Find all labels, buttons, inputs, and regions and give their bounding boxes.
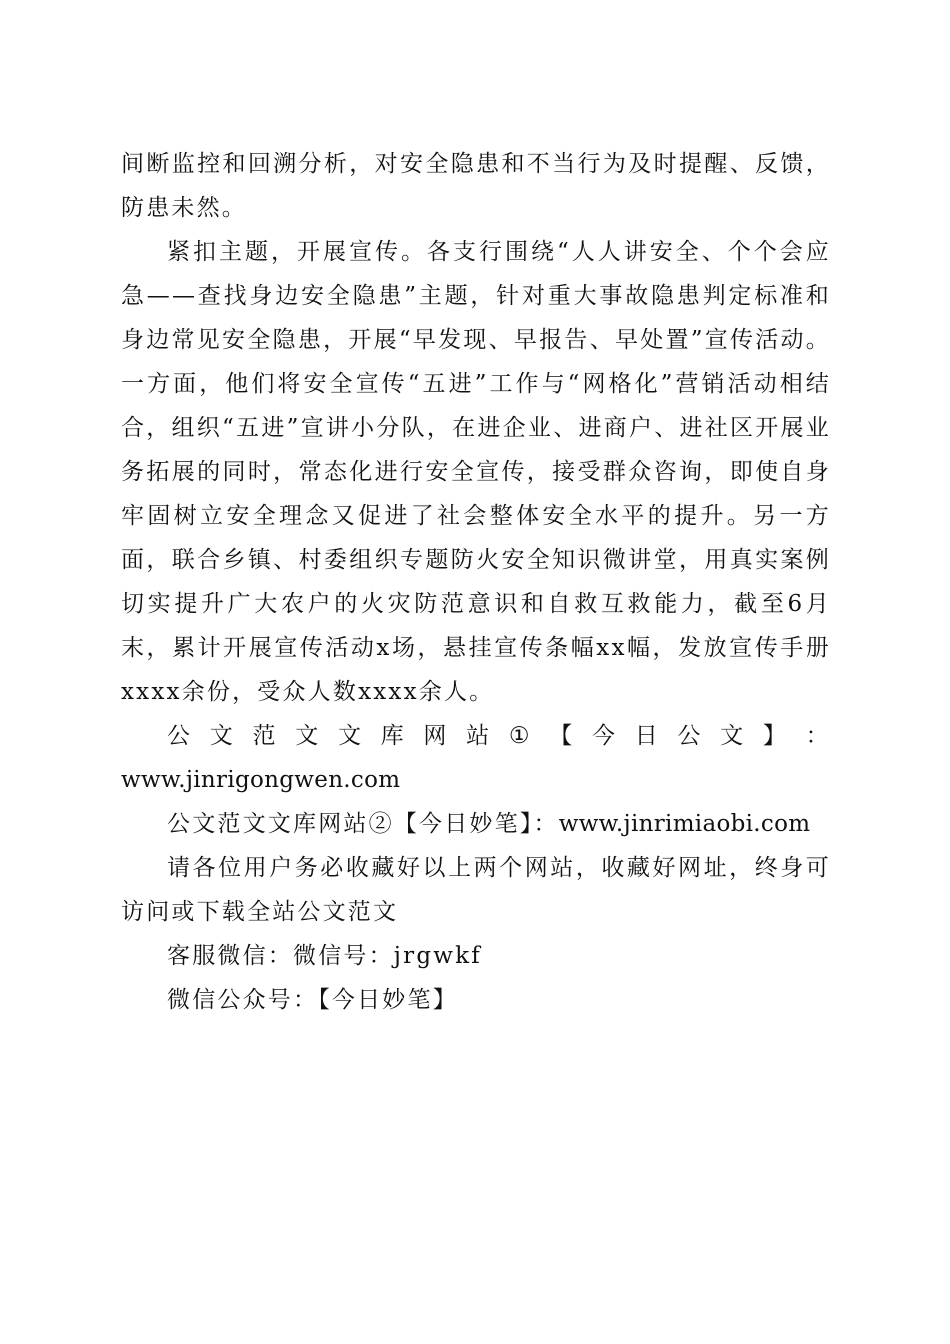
site1-label bbox=[167, 714, 831, 758]
site1-label-char: 日 bbox=[634, 723, 660, 749]
site1-label-char: ① bbox=[508, 723, 532, 749]
site1-label-char: 文 bbox=[337, 723, 364, 749]
site1-url[interactable]: www.jinrigongwen.com bbox=[121, 767, 401, 793]
site1-label-char: 公 bbox=[167, 723, 193, 749]
site2-line bbox=[121, 802, 831, 846]
document-body bbox=[121, 142, 831, 1022]
site1-block bbox=[121, 714, 831, 802]
site1-label-char: 文 bbox=[720, 723, 746, 749]
site1-label-char: 今 bbox=[591, 723, 618, 749]
site1-label-char: 】 bbox=[762, 723, 789, 749]
site1-label-char: 公 bbox=[677, 723, 703, 749]
site1-label-char: 文 bbox=[209, 723, 235, 749]
site1-label-char: 站 bbox=[466, 723, 492, 749]
reminder-text: 请各位用户务必收藏好以上两个网站，收藏好网址，终身可访问或下载全站公文范文 bbox=[121, 855, 831, 925]
paragraph-continuation: 间断监控和回溯分析，对安全隐患和不当行为及时提醒、反馈，防患未然。 bbox=[121, 151, 831, 221]
paragraph-publicity: 紧扣主题，开展宣传。各支行围绕“人人讲安全、个个会应急——查找身边安全隐患”主题，针对重大事故隐患判定标准和身边常见安全隐患，开展“早发现、早报告、早处置”宣传活动。一方面，他们将安全宣传“五进”工作与“网格化”营销活动相结合，组织“五进”宣讲小分队，在进企业、进商户、进社区开展业务拓展的同时，常态化进行安全宣传，接受群众咨询，即使自身牢固树立安全理念又促进了社会整体安全水平的提升。另一方面，联合乡镇、村委组织专题防火安全知识微讲堂，用真实案例切实提升广大农户的火灾防范意识和自救互救能力，截至6月末，累计开展宣传活动x场，悬挂宣传条幅xx幅，发放宣传手册xxxx余份，受众人数xxxx余人。 bbox=[121, 239, 831, 705]
site1-label-char: 库 bbox=[380, 723, 406, 749]
site1-label-char: 文 bbox=[295, 723, 321, 749]
wechat-public-account: 微信公众号：【今日妙笔】 bbox=[167, 987, 458, 1013]
site1-label-char: 网 bbox=[423, 723, 449, 749]
wechat-service: 客服微信：微信号：jrgwkf bbox=[167, 943, 482, 969]
site2-label: 公文范文文库网站②【今日妙笔】： bbox=[167, 811, 559, 837]
site1-label-char: 范 bbox=[252, 723, 278, 749]
site2-url[interactable]: www.jinrimiaobi.com bbox=[558, 811, 811, 837]
site1-label-char: 【 bbox=[549, 723, 575, 749]
site1-label-char: ： bbox=[805, 723, 831, 749]
